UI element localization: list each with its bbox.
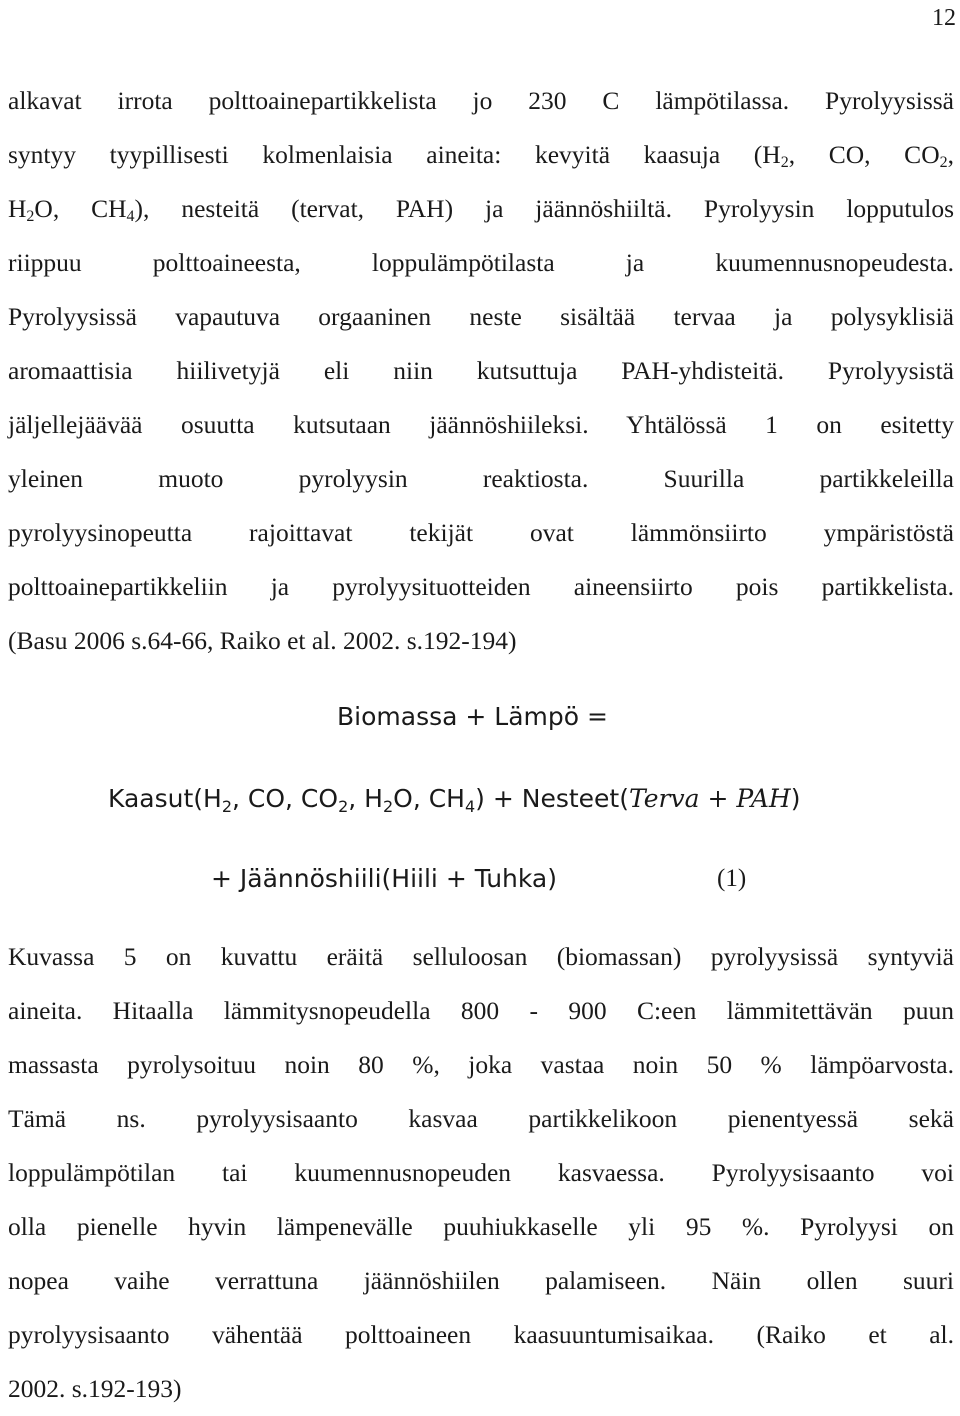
equation-line-1: Biomassa + Lämpö =: [337, 702, 608, 731]
equation-fragment: ) + Nesteet(: [475, 784, 629, 813]
subscript: 2: [338, 797, 349, 816]
text-line: (Basu 2006 s.64-66, Raiko et al. 2002. s.192-194): [8, 626, 517, 655]
equation-fragment: , H: [348, 784, 383, 813]
equation-fragment: ): [790, 784, 801, 813]
text-line: olla pienelle hyvin lämpenevälle puuhiukkaselle yli 95 %. Pyrolyysi on: [8, 1212, 954, 1241]
equation-number: (1): [717, 865, 747, 892]
text-line: polttoainepartikkeliin ja pyrolyysituotteiden aineensiirto pois partikkelista.: [8, 572, 954, 601]
equation-fragment: Kaasut(H: [108, 784, 222, 813]
text-line: nopea vaihe verrattuna jäännöshiilen palamiseen. Näin ollen suuri: [8, 1266, 954, 1295]
text-fragment: H: [8, 194, 27, 223]
subscript: 4: [464, 797, 476, 816]
text-line: [8, 128, 954, 182]
text-line: Tämä ns. pyrolyysisaanto kasvaa partikkelikoon pienentyessä sekä: [8, 1104, 954, 1133]
subscript: 2: [939, 154, 948, 171]
text-fragment: ), nesteitä (tervat, PAH) ja jäännöshiiltä. Pyrolyysin lopputulos: [134, 194, 954, 223]
equation-fragment: O, CH: [393, 784, 465, 813]
equation-fragment: , CO, CO: [232, 784, 339, 813]
text-line: Kuvassa 5 on kuvattu eräitä selluloosan (biomassan) pyrolyysissä syntyviä: [8, 942, 954, 971]
paragraph-pyrolysis-yield: [8, 930, 954, 1416]
page-number: 12: [932, 5, 956, 31]
equation-line-2: [108, 784, 801, 814]
subscript: 2: [221, 797, 233, 816]
text-fragment: syntyy tyypillisesti kolmenlaisia aineita: kevyitä kaasuja (H: [8, 140, 781, 169]
subscript: 4: [126, 208, 135, 225]
text-fragment: , CO, CO: [788, 140, 940, 169]
text-line: riippuu polttoaineesta, loppulämpötilasta ja kuumennusnopeudesta.: [8, 248, 954, 277]
text-line: aromaattisia hiilivetyjä eli niin kutsuttuja PAH-yhdisteitä. Pyrolyysistä: [8, 356, 954, 385]
text-fragment: O, CH: [34, 194, 127, 223]
text-line: Pyrolyysissä vapautuva orgaaninen neste sisältää tervaa ja polysyklisiä: [8, 302, 954, 331]
text-line: [8, 182, 954, 236]
text-line: aineita. Hitaalla lämmitysnopeudella 800 - 900 C:een lämmitettävän puun: [8, 996, 954, 1025]
equation-line-3: + Jäännöshiili(Hiili + Tuhka): [211, 864, 557, 893]
text-line: loppulämpötilan tai kuumennusnopeuden kasvaessa. Pyrolyysisaanto voi: [8, 1158, 954, 1187]
text-line: jäljellejäävää osuutta kutsutaan jäännöshiileksi. Yhtälössä 1 on esitetty: [8, 410, 954, 439]
text-line: alkavat irrota polttoainepartikkelista jo 230 C lämpötilassa. Pyrolyysissä: [8, 86, 954, 115]
text-line: massasta pyrolysoituu noin 80 %, joka vastaa noin 50 % lämpöarvosta.: [8, 1050, 954, 1079]
text-fragment: ,: [947, 140, 954, 169]
subscript: 2: [26, 208, 35, 225]
equation-italic-fragment: Terva + PAH: [629, 784, 791, 813]
subscript: 2: [780, 154, 789, 171]
text-line: yleinen muoto pyrolyysin reaktiosta. Suurilla partikkeleilla: [8, 464, 954, 493]
text-line: pyrolyysisaanto vähentää polttoaineen kaasuuntumisaikaa. (Raiko et al.: [8, 1320, 954, 1349]
text-line: pyrolyysinopeutta rajoittavat tekijät ovat lämmönsiirto ympäristöstä: [8, 518, 954, 547]
text-line: 2002. s.192-193): [8, 1374, 182, 1403]
paragraph-pyrolysis-intro: [8, 74, 954, 668]
subscript: 2: [382, 797, 394, 816]
